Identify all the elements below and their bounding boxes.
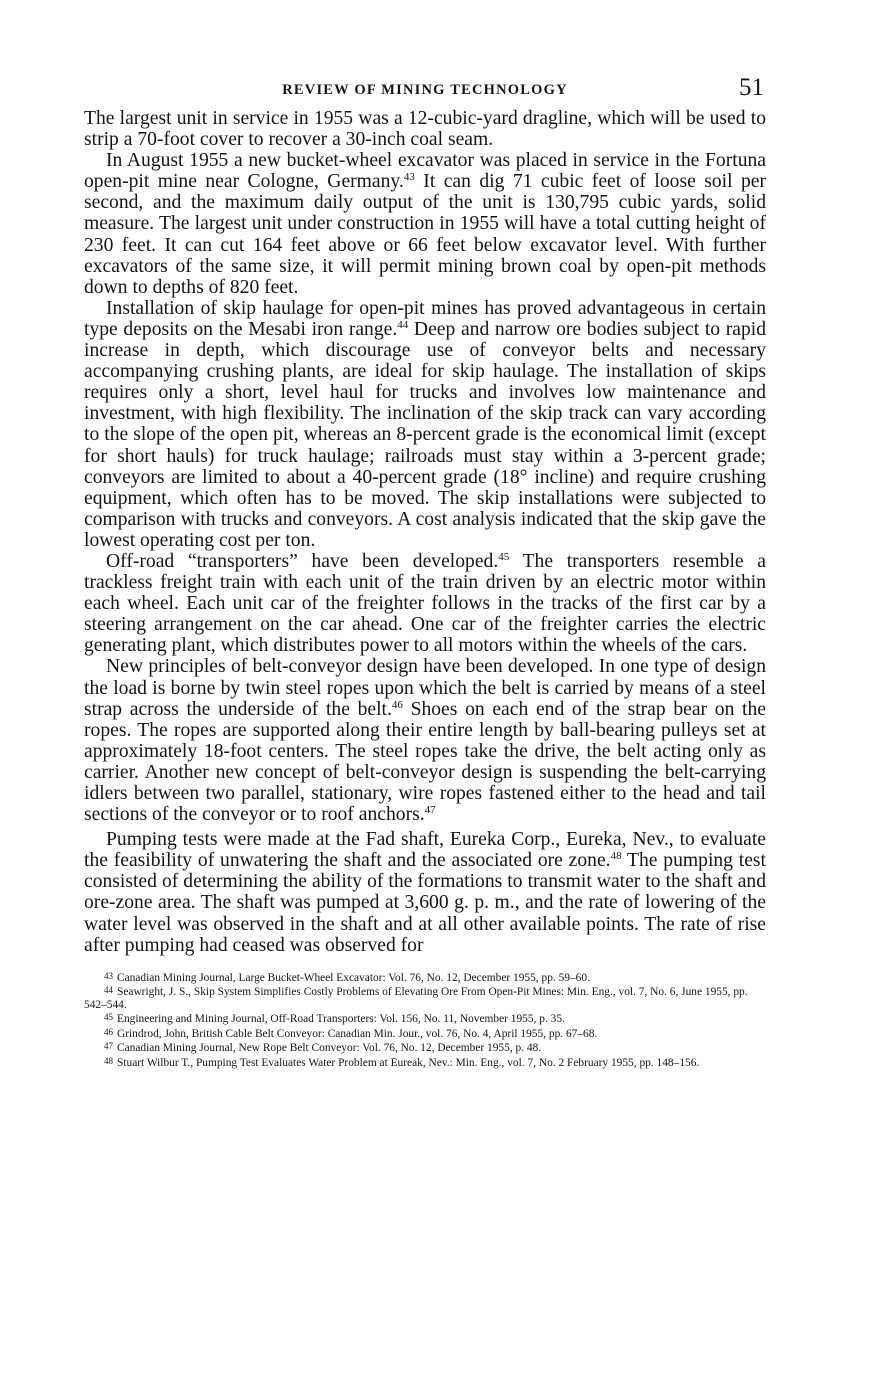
- footnote-text: Stuart Wilbur T., Pumping Test Evaluates Water Problem at Eureak, Nev.: Min. Eng., vol. 7, No. 2 February 1955, pp. 148–156.: [117, 1056, 700, 1069]
- footnote-reference: 44: [397, 318, 409, 331]
- paragraph: [84, 656, 766, 825]
- footnote-mark: 44: [104, 985, 113, 996]
- footnote-reference: 45: [498, 550, 510, 563]
- footnote-mark: 45: [104, 1012, 113, 1023]
- footnote: [84, 1055, 766, 1070]
- footnote-text: Canadian Mining Journal, Large Bucket-Wheel Excavator: Vol. 76, No. 12, December 1955, pp. 59–60.: [117, 971, 590, 984]
- paragraph-text: The transporters resemble a trackless freight train with each unit of the train driven by an electric motor within each wheel. Each unit car of the freighter follows in the tracks of the first car by a steering arrangement on the car ahead. One car of the freighter carries the electric generating plant, which distributes power to all motors within the wheels of the cars.: [84, 550, 766, 657]
- paragraph: [84, 551, 766, 656]
- footnote-reference: 46: [391, 698, 403, 711]
- page-header: [84, 72, 766, 108]
- page-number: 51: [739, 74, 764, 101]
- footnote: [84, 1011, 766, 1026]
- footnote: [84, 1040, 766, 1055]
- footnote-mark: 48: [104, 1055, 113, 1066]
- footnote-text: Canadian Mining Journal, New Rope Belt Conveyor: Vol. 76, No. 12, December 1955, p. 48.: [117, 1042, 542, 1055]
- footnote-text: Seawright, J. S., Skip System Simplifies Costly Problems of Elevating Ore From Open-Pit Mines: Min. Eng., vol. 7, No. 6, June 1955, pp. 542–544.: [84, 986, 748, 1011]
- paragraph-text: Off-road “transporters” have been developed.: [106, 550, 499, 572]
- paragraph-text: Installation of skip haulage for open-pit mines has proved advantageous in certain type deposits on the Mesabi iron range.: [84, 297, 766, 340]
- footnote: [84, 984, 766, 1011]
- footnote: [84, 970, 766, 985]
- footnote-text: Engineering and Mining Journal, Off-Road Transporters: Vol. 156, No. 11, November 1955, p. 35.: [117, 1013, 565, 1026]
- paragraph-text: It can dig 71 cubic feet of loose soil per second, and the maximum daily output of the unit is 130,795 cubic yards, solid measure. The largest unit under construction in 1955 will have a total cutting height of 230 feet. It can cut 164 feet above or 66 feet below excavator level. With further excavators of the same size, it will permit mining brown coal by open-pit methods down to depths of 820 feet.: [84, 171, 767, 298]
- running-head: REVIEW OF MINING TECHNOLOGY: [282, 82, 568, 98]
- footnotes: [84, 970, 766, 1070]
- footnote-mark: 43: [104, 970, 113, 981]
- paragraph: [84, 150, 766, 298]
- footnote-reference: 47: [424, 804, 436, 817]
- document-page: [84, 72, 766, 1069]
- paragraph-text: Pumping tests were made at the Fad shaft, Eureka Corp., Eureka, Nev., to evaluate the feasibility of unwatering the shaft and the associated ore zone.: [84, 829, 766, 872]
- paragraph: [84, 298, 766, 551]
- footnote-mark: 47: [104, 1041, 113, 1052]
- paragraph-text: Shoes on each end of the strap bear on the ropes. The ropes are supported along their entire length by ball-bearing pulleys set at approximately 18-foot centers. The steel ropes take the drive, the belt acting only as carrier. Another new concept of belt-conveyor design is suspending the belt-carrying idlers between two parallel, stationary, wire ropes fastened either to the head and tail sections of the conveyor or to roof anchors.: [84, 698, 766, 826]
- footnote: [84, 1026, 766, 1041]
- footnote-reference: 48: [610, 850, 622, 863]
- paragraph-text: The pumping test consisted of determining the ability of the formations to transmit water to the shaft and ore-zone area. The shaft was pumped at 3,600 g. p. m., and the rate of lowering of the water level was observed in the shaft and at all other available points. The rate of rise after pumping had ceased was observed for: [84, 850, 767, 956]
- paragraph-text: New principles of belt-conveyor design have been developed. In one type of design the load is borne by twin steel ropes upon which the belt is carried by means of a steel strap across the underside of the belt.: [84, 656, 766, 720]
- paragraph-text: In August 1955 a new bucket-wheel excavator was placed in service in the Fortuna open-pit mine near Cologne, Germany.: [84, 150, 766, 193]
- paragraph: [84, 108, 766, 150]
- footnote-text: Grindrod, John, British Cable Belt Conveyor: Canadian Min. Jour., vol. 76, No. 4, April 1955, pp. 67–68.: [117, 1027, 598, 1040]
- footnote-mark: 46: [104, 1026, 113, 1037]
- paragraph: [84, 829, 766, 956]
- body-text: [84, 108, 766, 956]
- paragraph-text: Deep and narrow ore bodies subject to rapid increase in depth, which discourage use of conveyor belts and necessary accompanying crushing plants, are ideal for skip haulage. The installation of skips requires only a short, level haul for trucks and involves low maintenance and investment, with high flexibility. The inclination of the skip track can vary according to the slope of the open pit, whereas an 8-percent grade is the economical limit (except for short hauls) for truck haulage; railroads must stay within a 3-percent grade; conveyors are limited to about a 40-percent grade (18° incline) and require crushing equipment, which often has to be moved. The skip installations were subjected to comparison with trucks and conveyors. A cost analysis indicated that the skip gave the lowest operating cost per ton.: [84, 318, 766, 551]
- footnote-reference: 43: [403, 171, 415, 184]
- paragraph-text: The largest unit in service in 1955 was a 12-cubic-yard dragline, which will be used to strip a 70-foot cover to recover a 30-inch coal seam.: [84, 108, 766, 151]
